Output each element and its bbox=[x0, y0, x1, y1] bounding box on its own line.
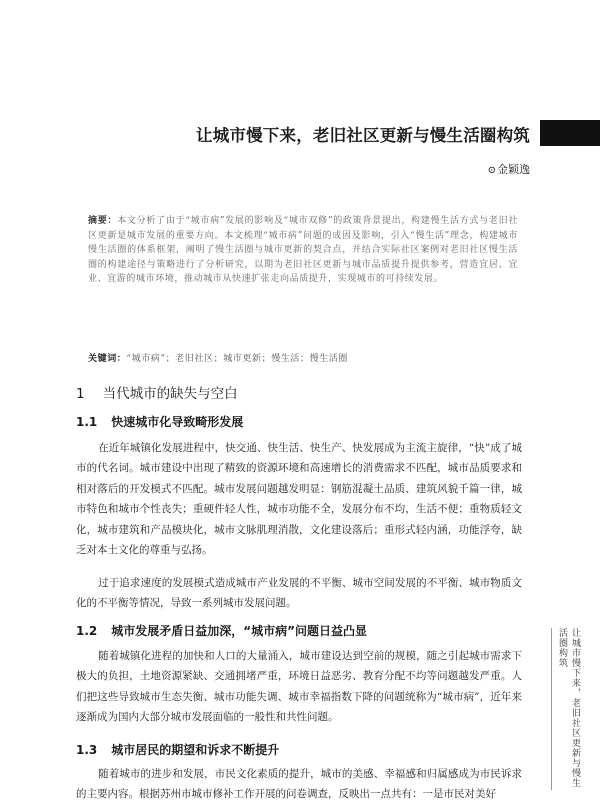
author-mark-icon: ⊙ bbox=[487, 165, 496, 176]
section-1-3-heading bbox=[76, 741, 279, 758]
paragraph bbox=[76, 573, 522, 614]
abstract-text: 本文分析了由于“城市病”发展的影响及“城市双修”的政策背景提出，构建慢生活方式与老旧社区更新是城市发展的重要方向。本文梳理“城市病”问题的成因及影响，引入“慢生活”理念，构建城市慢生活圈的体系框架，阐明了慢生活圈与城市更新的契合点，并结合实际社区案例对老旧社区慢生活圈的构建途径与策略进行了分析研究，以期为老旧社区更新与城市品质提升提供参考，营造宜居、宜业、宜游的城市环境，推动城市从快速扩张走向品质提升，实现城市的可持续发展。 bbox=[88, 216, 518, 285]
abstract-label: 摘要： bbox=[88, 216, 118, 226]
author-name: 金颖逸 bbox=[497, 163, 530, 176]
section-1-1-heading bbox=[76, 413, 243, 430]
section-number: 1.2 bbox=[76, 624, 98, 638]
title-accent-bar bbox=[540, 120, 600, 146]
section-number: 1 bbox=[76, 386, 85, 402]
keywords-text: “城市病”；老旧社区；城市更新；慢生活；慢生活圈 bbox=[126, 354, 349, 364]
side-rule bbox=[551, 628, 552, 790]
paragraph-text: 随着城镇化进程的加快和人口的大量涌入，城市建设达到空前的规模，随之引起城市需求下极大的负担，土地资源紧缺、交通拥堵严重，环境日益恶劣、教育分配不均等问题越发严重。人们把这些导致城市生态失衡、城市功能失调、城市幸福指数下降的问题统称为“城市病”，近年来逐渐成为国内大部分城市发展面临的一般性和共性问题。 bbox=[76, 650, 522, 724]
article-title: 让城市慢下来，老旧社区更新与慢生活圈构筑 bbox=[196, 126, 530, 145]
section-title: 城市发展矛盾日益加深，“城市病”问题日益凸显 bbox=[111, 624, 368, 638]
section-title: 快速城市化导致畸形发展 bbox=[111, 415, 244, 429]
section-title: 城市居民的期望和诉求不断提升 bbox=[111, 743, 280, 757]
paragraph bbox=[76, 646, 522, 728]
section-title: 当代城市的缺失与空白 bbox=[102, 386, 238, 402]
abstract bbox=[88, 214, 518, 287]
running-side-title: 让城市慢下来，老旧社区更新与慢生活圈构筑 bbox=[557, 628, 580, 788]
paragraph bbox=[76, 438, 522, 560]
keywords bbox=[88, 351, 518, 364]
paragraph-text: 在近年城镇化发展进程中，快交通、快生活、快生产、快发展成为主流主旋律，“快”成了城市的代名词。城市建设中出现了精致的资源环境和高速增长的消费需求不匹配，城市品质要求和相对落后的开发模式不匹配。城市发展问题越发明显：钢筋混凝土品质、建筑风貌千篇一律，城市特色和城市个性丧失；重硬件轻人性，城市功能不全，发展分布不均，生活不便；重物质轻文化，城市建筑和产品模块化，城市文脉肌理消散，文化建设落后；重形式轻内涵，功能浮夸，缺乏对本土文化的尊重与弘扬。 bbox=[76, 442, 522, 557]
paragraph-text: 过于追求速度的发展模式造成城市产业发展的不平衡、城市空间发展的不平衡、城市物质文化的不平衡等情况，导致一系列城市发展问题。 bbox=[76, 577, 522, 610]
paragraph bbox=[76, 764, 522, 801]
paragraph-text: 随着城市的进步和发展，市民文化素质的提升，城市的美感、幸福感和归属感成为市民诉求的主要内容。根据苏州市城市修补工作开展的问卷调查，反映出一点共有：一是市民对美好 bbox=[76, 768, 522, 801]
section-number: 1.1 bbox=[76, 415, 98, 429]
section-1-2-heading bbox=[76, 622, 367, 639]
section-number: 1.3 bbox=[76, 743, 98, 757]
author-line bbox=[380, 161, 530, 177]
keywords-label: 关键词： bbox=[88, 354, 127, 364]
section-1-heading bbox=[76, 382, 238, 402]
